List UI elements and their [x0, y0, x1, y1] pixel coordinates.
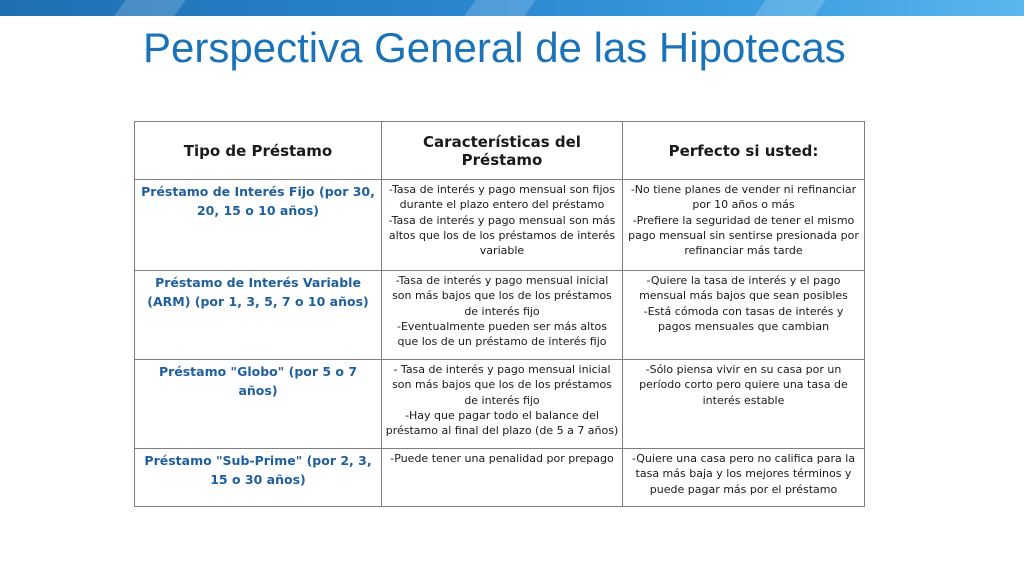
perfect-if-line: -No tiene planes de vender ni refinanciar por 10 años o más — [630, 183, 857, 212]
feature-line: -Tasa de interés y pago mensual son fijos durante el plazo entero del préstamo — [389, 183, 615, 212]
perfect-if-cell — [623, 360, 865, 449]
feature-line: -Puede tener una penalidad por prepago — [390, 452, 614, 465]
loan-type-cell: Préstamo "Sub-Prime" (por 2, 3, 15 o 30 años) — [135, 449, 382, 507]
feature-line: -Eventualmente pueden ser más altos que los de un préstamo de interés fijo — [397, 319, 607, 349]
band-stripe — [114, 0, 185, 16]
loan-type-cell: Préstamo de Interés Fijo (por 30, 20, 15 o 10 años) — [135, 180, 382, 271]
table-row — [135, 449, 865, 507]
band-stripe — [754, 0, 825, 16]
table-row — [135, 271, 865, 360]
features-cell — [382, 360, 623, 449]
header-loan-type: Tipo de Préstamo — [135, 122, 382, 180]
loan-type-cell: Préstamo de Interés Variable (ARM) (por 1, 3, 5, 7 o 10 años) — [135, 271, 382, 360]
perfect-if-line: -Quiere una casa pero no califica para la tasa más baja y los mejores términos y puede pagar más por el préstamo — [631, 452, 856, 496]
perfect-if-line: -Está cómoda con tasas de interés y pagos mensuales que cambian — [643, 304, 844, 333]
perfect-if-cell — [623, 271, 865, 360]
feature-line: -Hay que pagar todo el balance del préstamo al final del plazo (de 5 a 7 años) — [385, 408, 619, 438]
perfect-if-cell — [623, 180, 865, 271]
slide-title: Perspectiva General de las Hipotecas — [143, 24, 846, 71]
loan-type-cell: Préstamo "Globo" (por 5 o 7 años) — [135, 360, 382, 449]
header-features: Características del Préstamo — [382, 122, 623, 180]
table-row — [135, 180, 865, 271]
perfect-if-line: -Quiere la tasa de interés y el pago mensual más bajos que sean posibles — [639, 274, 848, 303]
mortgage-table — [134, 121, 865, 507]
perfect-if-cell — [623, 449, 865, 507]
perfect-if-line: -Prefiere la seguridad de tener el mismo pago mensual sin sentirse presionada por refinanciar más tarde — [628, 213, 859, 258]
feature-line: -Tasa de interés y pago mensual inicial son más bajos que los de los préstamos de interés fijo — [392, 274, 612, 318]
header-perfect-if: Perfecto si usted: — [623, 122, 865, 180]
band-stripe — [464, 0, 535, 16]
features-cell — [382, 180, 623, 271]
perfect-if-line: -Sólo piensa vivir en su casa por un período corto pero quiere una tasa de interés estable — [639, 363, 848, 407]
features-cell — [382, 449, 623, 507]
table-row — [135, 360, 865, 449]
feature-line: -Tasa de interés y pago mensual son más altos que los de los préstamos de interés variable — [388, 213, 616, 258]
table-header-row — [135, 122, 865, 180]
features-cell — [382, 271, 623, 360]
top-decorative-band — [0, 0, 1024, 16]
feature-line: - Tasa de interés y pago mensual inicial son más bajos que los de los préstamos de interés fijo — [392, 363, 612, 407]
